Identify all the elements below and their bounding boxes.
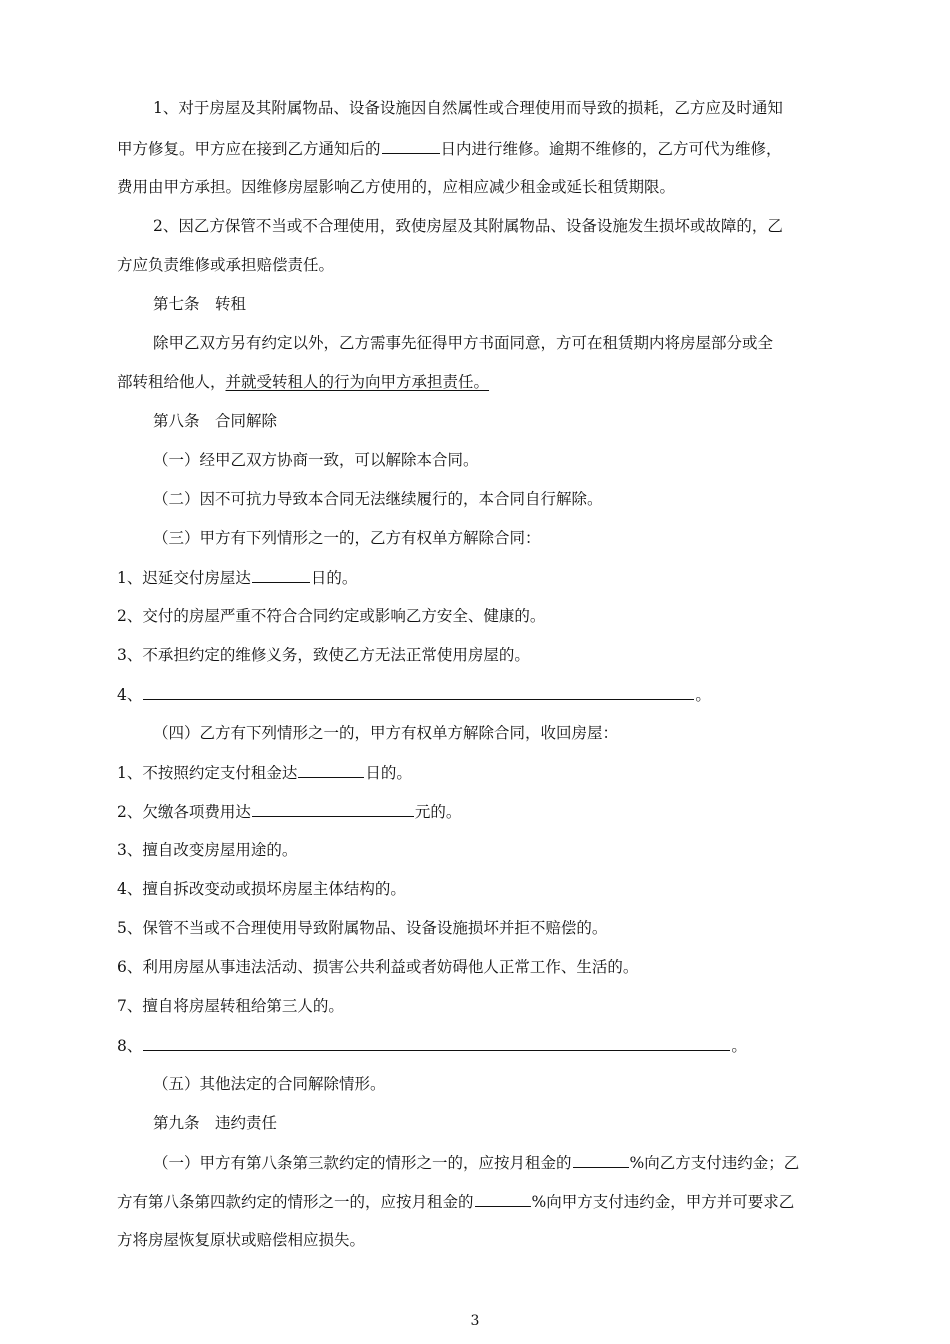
text: 5、保管不当或不合理使用导致附属物品、设备设施损坏并拒不赔偿的。: [117, 919, 608, 937]
text: 2、交付的房屋严重不符合合同约定或影响乙方安全、健康的。: [117, 607, 546, 625]
article-8-section-1: [153, 450, 479, 470]
fill-in-blank-delay-days[interactable]: [252, 567, 310, 583]
section-3-item-1: [117, 567, 357, 588]
article-8-section-5: [153, 1074, 386, 1094]
section-4-item-4: [117, 879, 406, 899]
text-before-blank: 8、: [117, 1037, 143, 1055]
fill-in-blank-repair-days[interactable]: [382, 138, 440, 154]
section-4-item-6: [117, 957, 638, 977]
text: 第七条 转租: [153, 295, 247, 313]
text: 6、利用房屋从事违法活动、损害公共利益或者妨碍他人正常工作、生活的。: [117, 958, 639, 976]
fill-in-blank-fee-amount[interactable]: [252, 801, 414, 817]
article-7-line-2: [117, 372, 489, 392]
text-after-blank: 日的。: [310, 569, 358, 587]
page-number: 3: [470, 1313, 480, 1329]
section-3-item-3: [117, 645, 530, 665]
fill-in-blank-other-case[interactable]: [143, 1035, 730, 1051]
text: 7、擅自将房屋转租给第三人的。: [117, 997, 344, 1015]
section-4-item-5: [117, 918, 607, 938]
text-after-blank: %向乙方支付违约金；乙: [629, 1154, 800, 1172]
clause-6-item-1-line-2: [117, 138, 782, 159]
text: 第八条 合同解除: [153, 412, 278, 430]
text: （一）经甲乙双方协商一致，可以解除本合同。: [153, 451, 479, 469]
text: 1、对于房屋及其附属物品、设备设施因自然属性或合理使用而导致的损耗，乙方应及时通知: [153, 99, 783, 117]
text-before-blank: 甲方修复。甲方应在接到乙方通知后的: [117, 140, 381, 158]
text-before-blank: 2、欠缴各项费用达: [117, 803, 251, 821]
text-after-blank: 日内进行维修。逾期不维修的，乙方可代为维修，: [440, 140, 782, 158]
article-8-heading: [153, 411, 277, 431]
text: 方应负责维修或承担赔偿责任。: [117, 256, 335, 274]
text: 3、擅自改变房屋用途的。: [117, 841, 298, 859]
clause-6-item-1-line-1: [153, 98, 783, 118]
text-after-blank: 。: [695, 686, 711, 704]
clause-6-item-2-line-2: [117, 255, 334, 275]
article-9-section-1-line-1: [153, 1152, 799, 1173]
article-9-heading: [153, 1113, 277, 1133]
text-after-blank: 元的。: [414, 803, 462, 821]
clause-6-item-2-line-1: [153, 216, 783, 236]
text-after-blank: 日的。: [365, 764, 412, 782]
fill-in-blank-penalty-percent-tenant[interactable]: [475, 1191, 531, 1207]
text: 第九条 违约责任: [153, 1114, 278, 1132]
text-before-blank: 1、不按照约定支付租金达: [117, 764, 298, 782]
article-7-line-1: [153, 333, 773, 353]
text: 2、因乙方保管不当或不合理使用，致使房屋及其附属物品、设备设施发生损坏或故障的，乙: [153, 217, 783, 235]
text: 除甲乙双方另有约定以外，乙方需事先征得甲方书面同意，方可在租赁期内将房屋部分或全: [153, 334, 774, 352]
text: （四）乙方有下列情形之一的，甲方有权单方解除合同，收回房屋：: [153, 724, 619, 742]
text-before-blank: 方有第八条第四款约定的情形之一的，应按月租金的: [117, 1193, 474, 1211]
text-before-underline: 部转租给他人，: [117, 373, 226, 391]
underlined-text: 并就受转租人的行为向甲方承担责任。: [225, 373, 490, 391]
text-before-blank: （一）甲方有第八条第三款约定的情形之一的，应按月租金的: [153, 1154, 572, 1172]
fill-in-blank-rent-days[interactable]: [298, 762, 364, 778]
section-4-item-1: [117, 762, 412, 783]
text: 3、不承担约定的维修义务，致使乙方无法正常使用房屋的。: [117, 646, 530, 664]
article-8-section-3: [153, 528, 541, 548]
text: （三）甲方有下列情形之一的，乙方有权单方解除合同：: [153, 529, 541, 547]
text: 4、擅自拆改变动或损坏房屋主体结构的。: [117, 880, 406, 898]
fill-in-blank-other-case[interactable]: [143, 684, 694, 700]
text: 方将房屋恢复原状或赔偿相应损失。: [117, 1231, 366, 1249]
text: （五）其他法定的合同解除情形。: [153, 1075, 386, 1093]
section-4-item-2: [117, 801, 461, 822]
clause-6-item-1-line-3: [117, 177, 675, 197]
text-after-blank: %向甲方支付违约金，甲方并可要求乙: [531, 1193, 795, 1211]
article-8-section-2: [153, 489, 603, 509]
text-before-blank: 4、: [117, 686, 143, 704]
section-4-item-7: [117, 996, 344, 1016]
fill-in-blank-penalty-percent-landlord[interactable]: [573, 1152, 629, 1168]
section-3-item-2: [117, 606, 545, 626]
text-before-blank: 1、迟延交付房屋达: [117, 569, 251, 587]
article-9-section-1-line-2: [117, 1191, 794, 1212]
text: 费用由甲方承担。因维修房屋影响乙方使用的，应相应减少租金或延长租赁期限。: [117, 178, 676, 196]
text-after-blank: 。: [731, 1037, 747, 1055]
section-4-item-3: [117, 840, 297, 860]
article-9-section-1-line-3: [117, 1230, 365, 1250]
article-7-heading: [153, 294, 246, 314]
section-4-item-8: [117, 1035, 747, 1056]
section-3-item-4: [117, 684, 711, 705]
article-8-section-4: [153, 723, 618, 743]
text: （二）因不可抗力导致本合同无法继续履行的，本合同自行解除。: [153, 490, 603, 508]
